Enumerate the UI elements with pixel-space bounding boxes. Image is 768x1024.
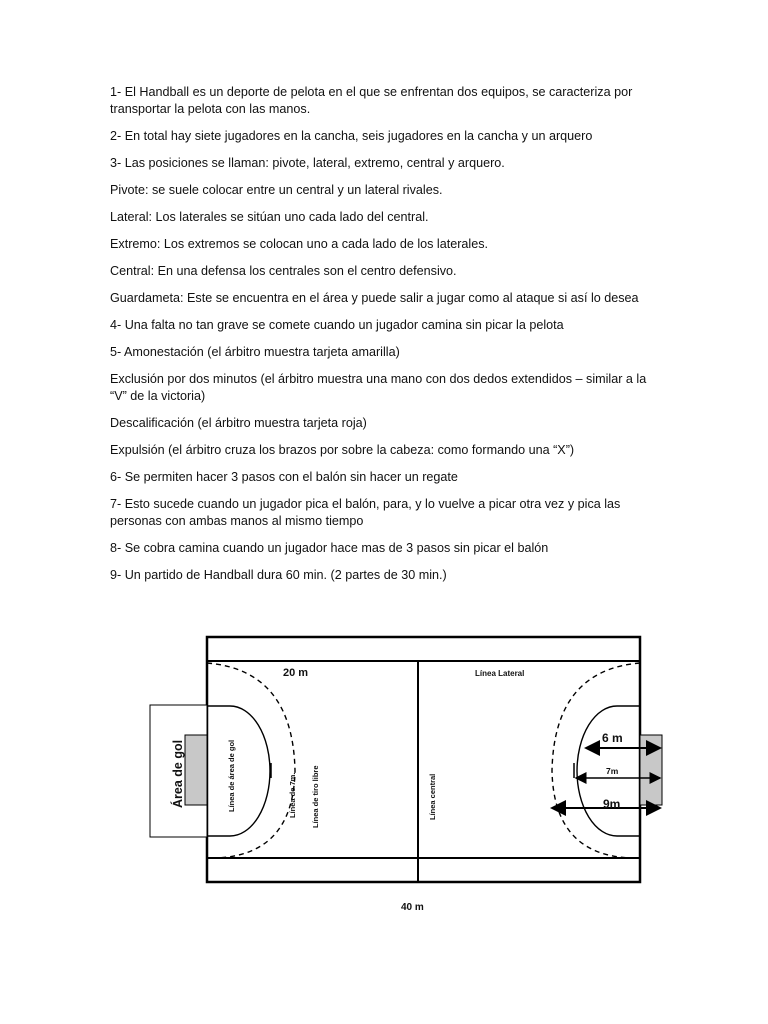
label-7m: 7m bbox=[606, 766, 619, 776]
label-linea-7m: Línea de 7m. bbox=[288, 772, 297, 818]
left-goal bbox=[185, 735, 207, 805]
paragraph-8: 8- Se cobra camina cuando un jugador hace mas de 3 pasos sin picar el balón bbox=[110, 541, 549, 555]
paragraph-9: 9- Un partido de Handball dura 60 min. (2 partes de 30 min.) bbox=[110, 568, 447, 582]
paragraph-5: 5- Amonestación (el árbitro muestra tarjeta amarilla) bbox=[110, 345, 400, 359]
label-linea-tiro-libre: Línea de tiro libre bbox=[311, 765, 320, 828]
handball-court-diagram bbox=[145, 630, 665, 935]
right-goal bbox=[640, 735, 662, 805]
document-text bbox=[110, 84, 655, 594]
label-linea-lateral: Línea Lateral bbox=[475, 669, 525, 678]
paragraph-guardameta: Guardameta: Este se encuentra en el área y puede salir a jugar como al ataque si así lo desea bbox=[110, 291, 639, 305]
label-20m: 20 m bbox=[283, 667, 309, 679]
paragraph-lateral: Lateral: Los laterales se sitúan uno cada lado del central. bbox=[110, 210, 429, 224]
paragraph-6: 6- Se permiten hacer 3 pasos con el balón sin hacer un regate bbox=[110, 470, 458, 484]
paragraph-exclusion: Exclusión por dos minutos (el árbitro muestra una mano con dos dedos extendidos – similar a la “V” de la victoria) bbox=[110, 372, 647, 403]
right-9m-line bbox=[552, 663, 640, 858]
court-outline bbox=[207, 637, 640, 882]
left-6m-line bbox=[207, 706, 270, 836]
paragraph-3: 3- Las posiciones se llaman: pivote, lateral, extremo, central y arquero. bbox=[110, 156, 505, 170]
paragraph-central: Central: En una defensa los centrales son el centro defensivo. bbox=[110, 264, 457, 278]
label-area-de-gol: Área de gol bbox=[171, 739, 185, 808]
paragraph-2: 2- En total hay siete jugadores en la cancha, seis jugadores en la cancha y un arquero bbox=[110, 129, 593, 143]
paragraph-pivote: Pivote: se suele colocar entre un central y un lateral rivales. bbox=[110, 183, 443, 197]
paragraph-7: 7- Esto sucede cuando un jugador pica el balón, para, y lo vuelve a picar otra vez y pica las personas con ambas manos al mismo tiempo bbox=[110, 497, 621, 528]
court-svg bbox=[145, 630, 665, 930]
label-linea-area-gol: Línea de área de gol bbox=[227, 739, 236, 812]
label-40m: 40 m bbox=[401, 902, 424, 913]
paragraph-4: 4- Una falta no tan grave se comete cuando un jugador camina sin picar la pelota bbox=[110, 318, 564, 332]
left-9m-line bbox=[207, 663, 295, 858]
paragraph-1: 1- El Handball es un deporte de pelota en el que se enfrentan dos equipos, se caracteriza por transportar la pelota con las manos. bbox=[110, 85, 633, 116]
paragraph-descalificacion: Descalificación (el árbitro muestra tarjeta roja) bbox=[110, 416, 367, 430]
paragraph-expulsion: Expulsión (el árbitro cruza los brazos por sobre la cabeza: como formando una “X”) bbox=[110, 443, 575, 457]
paragraph-extremo: Extremo: Los extremos se colocan uno a cada lado de los laterales. bbox=[110, 237, 489, 251]
label-6m: 6 m bbox=[602, 731, 623, 745]
label-9m: 9m bbox=[603, 797, 621, 811]
label-linea-central: Línea central bbox=[428, 773, 437, 820]
